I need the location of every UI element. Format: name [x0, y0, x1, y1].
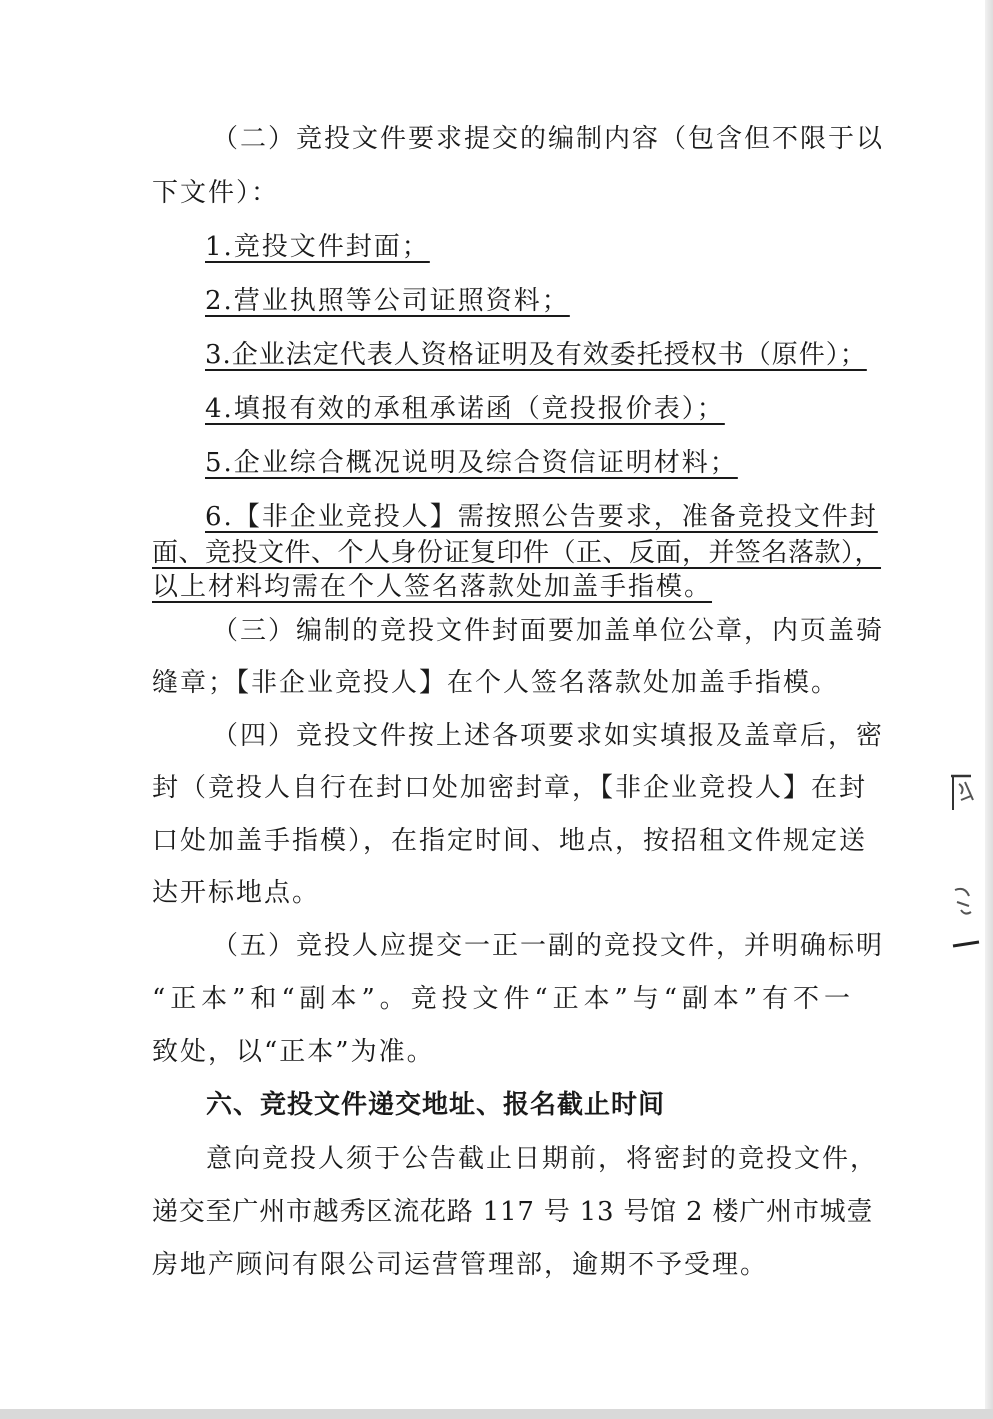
list-item-6-line-2: 面、竞投文件、个人身份证复印件（正、反面，并签名落款），: [152, 538, 882, 568]
para-2-line-2: 下文件）：: [152, 178, 280, 208]
section-6-heading: 六、竞投文件递交地址、报名截止时间: [206, 1090, 666, 1120]
list-item-6-line-3: 以上材料均需在个人签名落款处加盖手指模。: [152, 572, 713, 602]
para-4-line-4: 达开标地点。: [152, 878, 321, 908]
para-6-line-2: 递交至广州市越秀区流花路 117 号 13 号馆 2 楼广州市城壹: [152, 1197, 874, 1227]
list-item-6-line-1: 6.【非企业竞投人】需按照公告要求，准备竞投文件封: [205, 502, 878, 532]
list-item-3: 3.企业法定代表人资格证明及有效委托授权书（原件）；: [205, 340, 867, 370]
list-item-2: 2.营业执照等公司证照资料；: [205, 286, 570, 316]
para-5-line-1: （五）竞投人应提交一正一副的竞投文件，并明确标明: [212, 931, 885, 961]
para-4-line-3: 口处加盖手指模），在指定时间、地点，按招租文件规定送: [152, 826, 868, 856]
seam-stamp: [947, 770, 981, 960]
seam-stamp-icon: [947, 770, 981, 960]
page-right-edge: [985, 0, 993, 1419]
para-5-line-3: 致处，以“正本”为准。: [152, 1037, 435, 1067]
list-item-5: 5.企业综合概况说明及综合资信证明材料；: [205, 448, 738, 478]
page-bottom-edge: [0, 1409, 993, 1419]
para-3-line-2: 缝章；【非企业竞投人】在个人签名落款处加盖手指模。: [152, 668, 840, 698]
para-3-line-1: （三）编制的竞投文件封面要加盖单位公章，内页盖骑: [212, 616, 885, 646]
para-4-line-2: 封（竞投人自行在封口处加密封章，【非企业竞投人】在封: [152, 773, 868, 803]
para-5-line-2: “正本”和“副本”。竞投文件“正本”与“副本”有不一: [152, 984, 852, 1014]
para-4-line-1: （四）竞投文件按上述各项要求如实填报及盖章后，密: [212, 721, 885, 751]
list-item-4: 4.填报有效的承租承诺函（竞投报价表）；: [205, 394, 725, 424]
para-6-line-1: 意向竞投人须于公告截止日期前，将密封的竞投文件，: [206, 1144, 879, 1174]
list-item-1: 1.竞投文件封面；: [205, 232, 430, 262]
para-2-line-1: （二）竞投文件要求提交的编制内容（包含但不限于以: [212, 124, 885, 154]
para-6-line-3: 房地产顾问有限公司运营管理部，逾期不予受理。: [152, 1250, 769, 1280]
